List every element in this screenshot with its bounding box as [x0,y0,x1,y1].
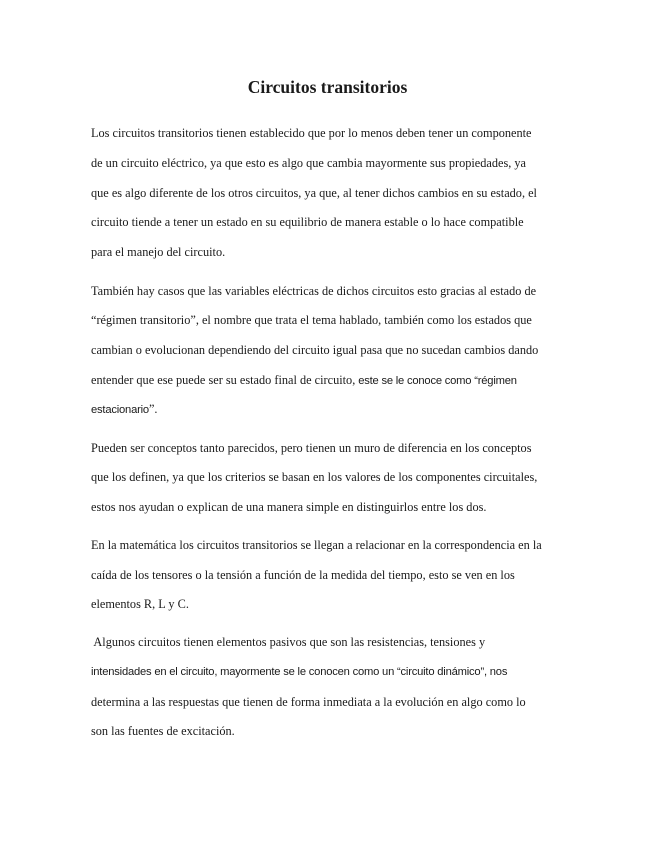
paragraph-2-line-4 [91,372,517,389]
paragraph-2-line-5-alt-font-text: estacionario [91,404,149,416]
paragraph-5-line-4: son las fuentes de excitación. [91,724,235,738]
paragraph-2-line-5-text: ”. [148,402,158,416]
paragraph-5-line-1: Algunos circuitos tienen elementos pasivos que son las resistencias, tensiones y [91,635,486,649]
paragraph-4-line-1: En la matemática los circuitos transitorios se llegan a relacionar en la correspondencia en la [91,538,542,552]
paragraph-3-line-1: Pueden ser conceptos tanto parecidos, pero tienen un muro de diferencia en los conceptos [91,441,532,455]
paragraph-3-line-3: estos nos ayudan o explican de una manera simple en distinguirlos entre los dos. [91,500,487,514]
paragraph-2-line-2: “régimen transitorio”, el nombre que trata el tema hablado, también como los estados que [91,313,532,327]
paragraph-2-line-1: También hay casos que las variables eléctricas de dichos circuitos esto gracias al estado de [91,284,537,298]
paragraph-5-line-2-alt-font: intensidades en el circuito, mayormente se le conocen como un “circuito dinámico”, nos [91,666,508,678]
paragraph-1-line-4: circuito tiende a tener un estado en su equilibrio de manera estable o lo hace compatible [91,215,524,229]
paragraph-2-line-4-text: entender que ese puede ser su estado final de circuito, [91,373,356,387]
paragraph-1-line-3: que es algo diferente de los otros circuitos, ya que, al tener dichos cambios en su estado, el [91,186,537,200]
paragraph-2-line-3: cambian o evolucionan dependiendo del circuito igual pasa que no sucedan cambios dando [91,343,539,357]
paragraph-4-line-3: elementos R, L y C. [91,597,189,611]
page-title: Circuitos transitorios [247,77,408,97]
paragraph-5-line-3: determina a las respuestas que tienen de forma inmediata a la evolución en algo como lo [91,695,526,709]
paragraph-1-line-2: de un circuito eléctrico, ya que esto es algo que cambia mayormente sus propiedades, ya [91,156,527,170]
paragraph-1-line-5: para el manejo del circuito. [91,245,226,259]
paragraph-2-line-5 [91,401,157,418]
paragraph-3-line-2: que los definen, ya que los criterios se basan en los valores de los componentes circuitales, [91,470,538,484]
paragraph-1-line-1: Los circuitos transitorios tienen establecido que por lo menos deben tener un componente [91,126,532,140]
paragraph-4-line-2: caída de los tensores o la tensión a función de la medida del tiempo, esto se ven en los [91,568,515,582]
paragraph-2-line-4-alt-font-text: este se le conoce como “régimen [355,375,517,387]
